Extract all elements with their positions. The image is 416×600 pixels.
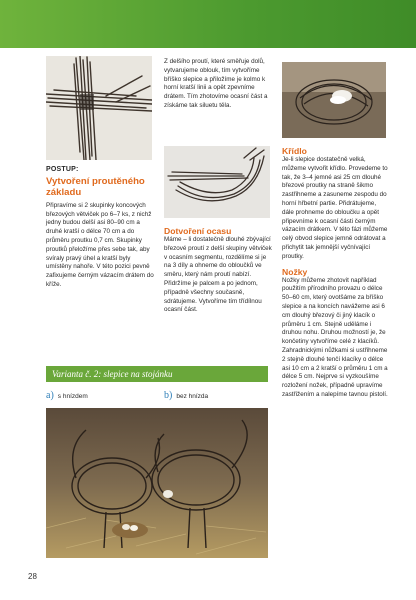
photo-hen-wing bbox=[282, 62, 386, 138]
option-a-label: s hnízdem bbox=[57, 393, 88, 400]
body-text-legs: Nožky můžeme zhotovit například použitím přírodního provazu o délce 50–60 cm, který ovotšáme za bříško slepice a na koncích navážeme asi 6 cm dlouhý březový či jiný klacík o průměru 1 cm. Stejně uděláme i druhou nohu. Druhou možností je, že končetiny vytvoříme celé z klacíků. Zahradnickými nůžkami si ustřihneme 2 stejně dlouhé tenčí klacíky o délce asi 10 cm a 2 kratší o průměru 1 cm a délce 5 cm. Nejprve si vyzkoušíme rozložení nožek, případně upravíme zastřižením a nalepíme tavnou pistolí. bbox=[282, 276, 388, 398]
page-number: 28 bbox=[28, 572, 37, 581]
column-1 bbox=[46, 166, 154, 290]
section-heading-legs: Nožky bbox=[282, 266, 308, 277]
body-text-intro: Z delšího proutí, které směřuje dolů, vytvarujeme oblouk, tím vytvoříme bříško slepice a přiložíme je kolmo k horní kratší linii a opět zpevníme drátem. Tím zhotovíme ocasní část a získáme tak siluetu těla. bbox=[164, 58, 268, 109]
column-3 bbox=[282, 146, 388, 400]
body-text-base: Připravíme si 2 skupinky koncových březových větviček po 6–7 ks, z nichž jedny budou delší asi 80–90 cm a druhé kratší o délce 70 cm a do průměru proutku 0,7 cm. Skupinky proutků přeložíme přes sebe tak, aby svíraly pravý úhel a kratší byly umístěny nahoře. V této pozici pevně zafixujeme černým vázacím drátem do kříže. bbox=[46, 201, 154, 288]
postup-label: POSTUP: bbox=[46, 166, 79, 173]
option-b-letter: b) bbox=[164, 390, 173, 401]
option-b bbox=[164, 390, 208, 401]
photo-crossed-twigs bbox=[46, 56, 152, 160]
section-heading-wing: Křídlo bbox=[282, 146, 307, 156]
photo-hens-on-stands bbox=[46, 408, 268, 558]
column-2-intro bbox=[164, 58, 272, 111]
variant-title-bar: Varianta č. 2: slepice na stojánku bbox=[46, 366, 268, 382]
body-text-wing: Je-li slepice dostatečně velká, můžeme vytvořit křídlo. Provedeme to tak, že 3–4 jemné asi 25 cm dlouhé březové proutky na straně šikmo zastřihneme a zasuneme zespodu do horní hřbetní partie. Přidrátujeme, dále prohneme do obloučku a opět připevníme k ocasní části černým vázacím drátkem. V této fázi můžeme celý obvod slepice jemně odrátovat a přichytit tak jemnější vyčnívající proutky. bbox=[282, 156, 388, 260]
top-green-band bbox=[0, 0, 416, 48]
option-a bbox=[46, 390, 88, 401]
option-a-letter: a) bbox=[46, 390, 54, 401]
body-text-tail: Máme – li dostatečně dlouhé zbývající březové proutí z delší skupiny větviček v ocasním segmentu, rozdělíme si je na 3 díly a ohneme do obloučků ve směru, který nám proutí nabízí. Přidržíme je palcem a po jednom, případně všechny současně, sdrátujeme. Vytvoříme tím třídílnou ocasní část. bbox=[164, 236, 272, 314]
photo-curved-base bbox=[164, 146, 270, 218]
column-2-tail bbox=[164, 226, 272, 315]
option-b-label: bez hnízda bbox=[176, 393, 209, 400]
section-heading-base: Vytvoření proutěného základu bbox=[46, 175, 145, 198]
section-heading-tail: Dotvoření ocasu bbox=[164, 226, 232, 236]
